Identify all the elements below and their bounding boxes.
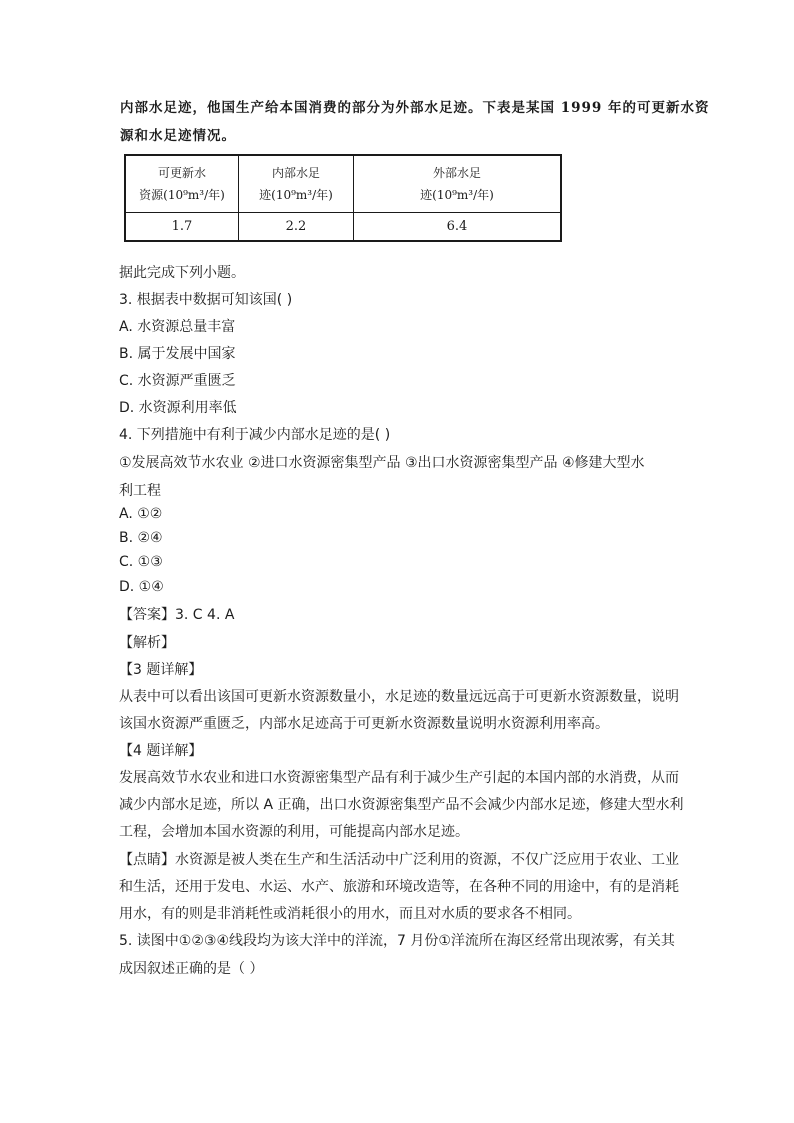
q4-explanation-line-2: 减少内部水足迹，所以 A 正确，出口水资源密集型产品不会减少内部水足迹，修建大型水利 (119, 797, 684, 813)
q3-option-b: B. 属于发展中国家 (119, 346, 236, 362)
intro-line-1: 内部水足迹，他国生产给本国消费的部分为外部水足迹。下表是某国 1999 年的可更新水资 (120, 100, 710, 116)
tip-line-1: 【点睛】水资源是被人类在生产和生活活动中广泛利用的资源，不仅广泛应用于农业、工业 (119, 852, 679, 868)
q3-option-d: D. 水资源利用率低 (119, 400, 237, 416)
header-external-footprint: 外部水足 迹(10⁹m³/年) (354, 155, 562, 213)
water-footprint-table (124, 154, 562, 242)
tip-line-2: 和生活，还用于发电、水运、水产、旅游和环境改造等，在各种不同的用途中，有的是消耗 (119, 879, 679, 895)
q3-detail-heading: 【3 题详解】 (119, 662, 203, 678)
question-3: 3. 根据表中数据可知该国( ) (119, 292, 293, 308)
header-internal-footprint: 内部水足 迹(10⁹m³/年) (239, 155, 354, 213)
q4-explanation-line-3: 工程，会增加本国水资源的利用，可能提高内部水足迹。 (119, 824, 469, 840)
q3-explanation-line-2: 该国水资源严重匮乏，内部水足迹高于可更新水资源数量说明水资源利用率高。 (119, 716, 609, 732)
intro-line-2: 源和水足迹情况。 (120, 128, 236, 144)
table-row (125, 213, 561, 241)
q3-option-c: C. 水资源严重匮乏 (119, 373, 236, 389)
table-header-row (125, 155, 561, 213)
analysis-heading: 【解析】 (119, 635, 175, 651)
q4-options-line-1: ①发展高效节水农业 ②进口水资源密集型产品 ③出口水资源密集型产品 ④修建大型水 (119, 455, 645, 471)
q3-explanation-line-1: 从表中可以看出该国可更新水资源数量小，水足迹的数量远远高于可更新水资源数量，说明 (119, 689, 679, 705)
answer-line: 【答案】3. C 4. A (119, 607, 235, 623)
value-external-footprint: 6.4 (354, 213, 562, 241)
q4-option-a: A. ①② (119, 506, 163, 522)
tip-line-3: 用水，有的则是非消耗性或消耗很小的用水，而且对水质的要求各不相同。 (119, 906, 581, 922)
q4-option-c: C. ①③ (119, 554, 163, 570)
header-renewable-water: 可更新水 资源(10⁹m³/年) (125, 155, 239, 213)
q4-detail-heading: 【4 题详解】 (119, 743, 203, 759)
q4-option-d: D. ①④ (119, 579, 164, 595)
q4-options-line-2: 利工程 (119, 483, 161, 499)
question-5-line-1: 5. 读图中①②③④线段均为该大洋中的洋流，7 月份①洋流所在海区经常出现浓雾，有关其 (119, 933, 675, 949)
q4-explanation-line-1: 发展高效节水农业和进口水资源密集型产品有利于减少生产引起的本国内部的水消费，从而 (119, 770, 679, 786)
q3-option-a: A. 水资源总量丰富 (119, 319, 236, 335)
value-internal-footprint: 2.2 (239, 213, 354, 241)
value-renewable-water: 1.7 (125, 213, 239, 241)
prompt-text: 据此完成下列小题。 (119, 265, 245, 281)
q4-option-b: B. ②④ (119, 530, 163, 546)
question-5-line-2: 成因叙述正确的是（ ） (119, 961, 264, 977)
question-4: 4. 下列措施中有利于减少内部水足迹的是( ) (119, 427, 391, 443)
